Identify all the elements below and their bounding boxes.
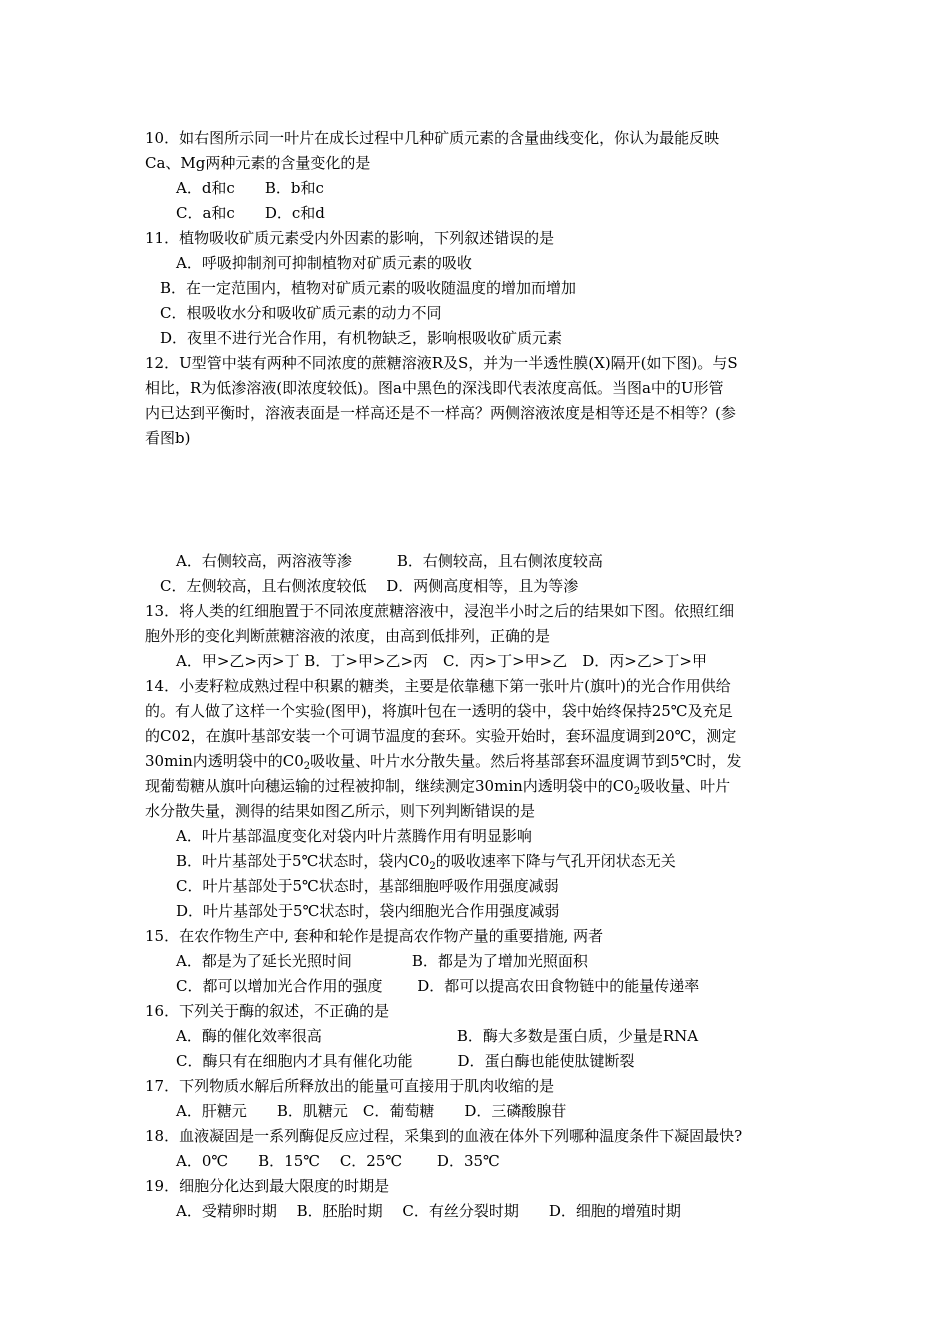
q14-stem-line5-sub: 2	[633, 786, 641, 797]
q10-options-line1: A．d和c B．b和c	[176, 179, 324, 197]
q17-stem-line1: 17．下列物质水解后所释放出的能量可直接用于肌肉收缩的是	[145, 1077, 555, 1095]
q14-option-b-sub: 2	[429, 861, 436, 872]
q13-options-line1: A．甲>乙>丙>丁 B．丁>甲>乙>丙 C．丙>丁>甲>乙 D．丙>乙>丁>甲	[176, 652, 707, 670]
q14-stem-line2: 的。有人做了这样一个实验(图甲)，将旗叶包在一透明的袋中，袋中始终保持25℃及充足	[145, 702, 733, 720]
q16-stem-line1: 16．下列关于酶的叙述，不正确的是	[145, 1002, 390, 1020]
q11-option-a: A．呼吸抑制剂可抑制植物对矿质元素的吸收	[176, 254, 472, 272]
q15-options-line2: C．都可以增加光合作用的强度 D．都可以提高农田食物链中的能量传递率	[176, 977, 700, 995]
q10-options-line2: C．a和c D．c和d	[176, 204, 325, 222]
q12-options-line2: C．左侧较高，且右侧浓度较低 D．两侧高度相等，且为等渗	[160, 577, 579, 595]
q14-option-d: D．叶片基部处于5℃状态时，袋内细胞光合作用强度减弱	[176, 902, 560, 920]
q12-stem-line3: 内已达到平衡时，溶液表面是一样高还是不一样高？两侧溶液浓度是相等还是不相等？(参	[145, 404, 736, 422]
q10-stem-line1: 10．如右图所示同一叶片在成长过程中几种矿质元素的含量曲线变化，你认为最能反映	[145, 129, 720, 147]
q14-option-a: A．叶片基部温度变化对袋内叶片蒸腾作用有明显影响	[176, 827, 532, 845]
q14-stem-line1: 14．小麦籽粒成熟过程中积累的糖类，主要是依靠穗下第一张叶片(旗叶)的光合作用供给	[145, 677, 731, 695]
q15-stem-line1: 15．在农作物生产中, 套种和轮作是提高农作物产量的重要措施, 两者	[145, 927, 604, 945]
q14-stem-line4-pre: 30min内透明袋中的C0	[145, 752, 304, 770]
q17-options-line1: A．肝糖元 B．肌糖元 C．葡萄糖 D．三磷酸腺苷	[176, 1102, 567, 1120]
q14-stem-line4-sub: 2	[303, 761, 311, 772]
q12-stem-line1: 12．U型管中装有两种不同浓度的蔗糖溶液R及S，并为一半透性膜(X)隔开(如下图)。与S	[145, 354, 738, 372]
q13-stem-line1: 13．将人类的红细胞置于不同浓度蔗糖溶液中，浸泡半小时之后的结果如下图。依照红细	[145, 602, 735, 620]
q11-option-c: C．根吸收水分和吸收矿质元素的动力不同	[160, 304, 442, 322]
q18-stem-line1: 18．血液凝固是一系列酶促反应过程，采集到的血液在体外下列哪种温度条件下凝固最快?	[145, 1127, 743, 1145]
q14-stem-line5-post: 吸收量、叶片	[640, 777, 731, 795]
q14-stem-line6: 水分散失量，测得的结果如图乙所示，则下列判断错误的是	[145, 802, 536, 820]
q18-options-line1: A．0℃ B．15℃ C．25℃ D．35℃	[176, 1152, 500, 1170]
q16-options-line1: A．酶的催化效率很高 B．酶大多数是蛋白质，少量是RNA	[176, 1027, 699, 1045]
q13-stem-line2: 胞外形的变化判断蔗糖溶液的浓度，由高到低排列，正确的是	[145, 627, 551, 645]
q14-option-c: C．叶片基部处于5℃状态时，基部细胞呼吸作用强度减弱	[176, 877, 559, 895]
q16-options-line2: C．酶只有在细胞内才具有催化功能 D．蛋白酶也能使肽键断裂	[176, 1052, 635, 1070]
q14-option-b-post: 的吸收速率下降与气孔开闭状态无关	[435, 852, 676, 870]
q14-stem-line5-pre: 现葡萄糖从旗叶向穗运输的过程被抑制，继续测定30min内透明袋中的C0	[145, 777, 634, 795]
q11-option-b: B．在一定范围内，植物对矿质元素的吸收随温度的增加而增加	[160, 279, 577, 297]
q14-stem-line3: 的C02，在旗叶基部安装一个可调节温度的套环。实验开始时，套环温度调到20℃，测定	[145, 727, 737, 745]
q11-option-d: D．夜里不进行光合作用，有机物缺乏，影响根吸收矿质元素	[160, 329, 563, 347]
q14-option-b	[176, 851, 676, 871]
q14-stem-line4	[145, 751, 742, 771]
q15-options-line1: A．都是为了延长光照时间 B．都是为了增加光照面积	[176, 952, 588, 970]
q14-stem-line4-post: 吸收量、叶片水分散失量。然后将基部套环温度调节到5℃时，发	[310, 752, 742, 770]
q11-stem-line1: 11．植物吸收矿质元素受内外因素的影响，下列叙述错误的是	[145, 229, 555, 247]
q12-stem-line2: 相比，R为低渗溶液(即浓度较低)。图a中黑色的深浅即代表浓度高低。当图a中的U形管	[145, 379, 724, 397]
q19-options-line1: A．受精卵时期 B．胚胎时期 C．有丝分裂时期 D．细胞的增殖时期	[176, 1202, 681, 1220]
q14-option-b-pre: B．叶片基部处于5℃状态时，袋内C0	[176, 852, 430, 870]
q12-stem-line4: 看图b)	[145, 429, 191, 447]
q10-stem-line2: Ca、Mg两种元素的含量变化的是	[145, 154, 371, 172]
q14-stem-line5	[145, 776, 730, 796]
q12-options-line1: A．右侧较高，两溶液等渗 B．右侧较高，且右侧浓度较高	[176, 552, 603, 570]
q19-stem-line1: 19．细胞分化达到最大限度的时期是	[145, 1177, 390, 1195]
